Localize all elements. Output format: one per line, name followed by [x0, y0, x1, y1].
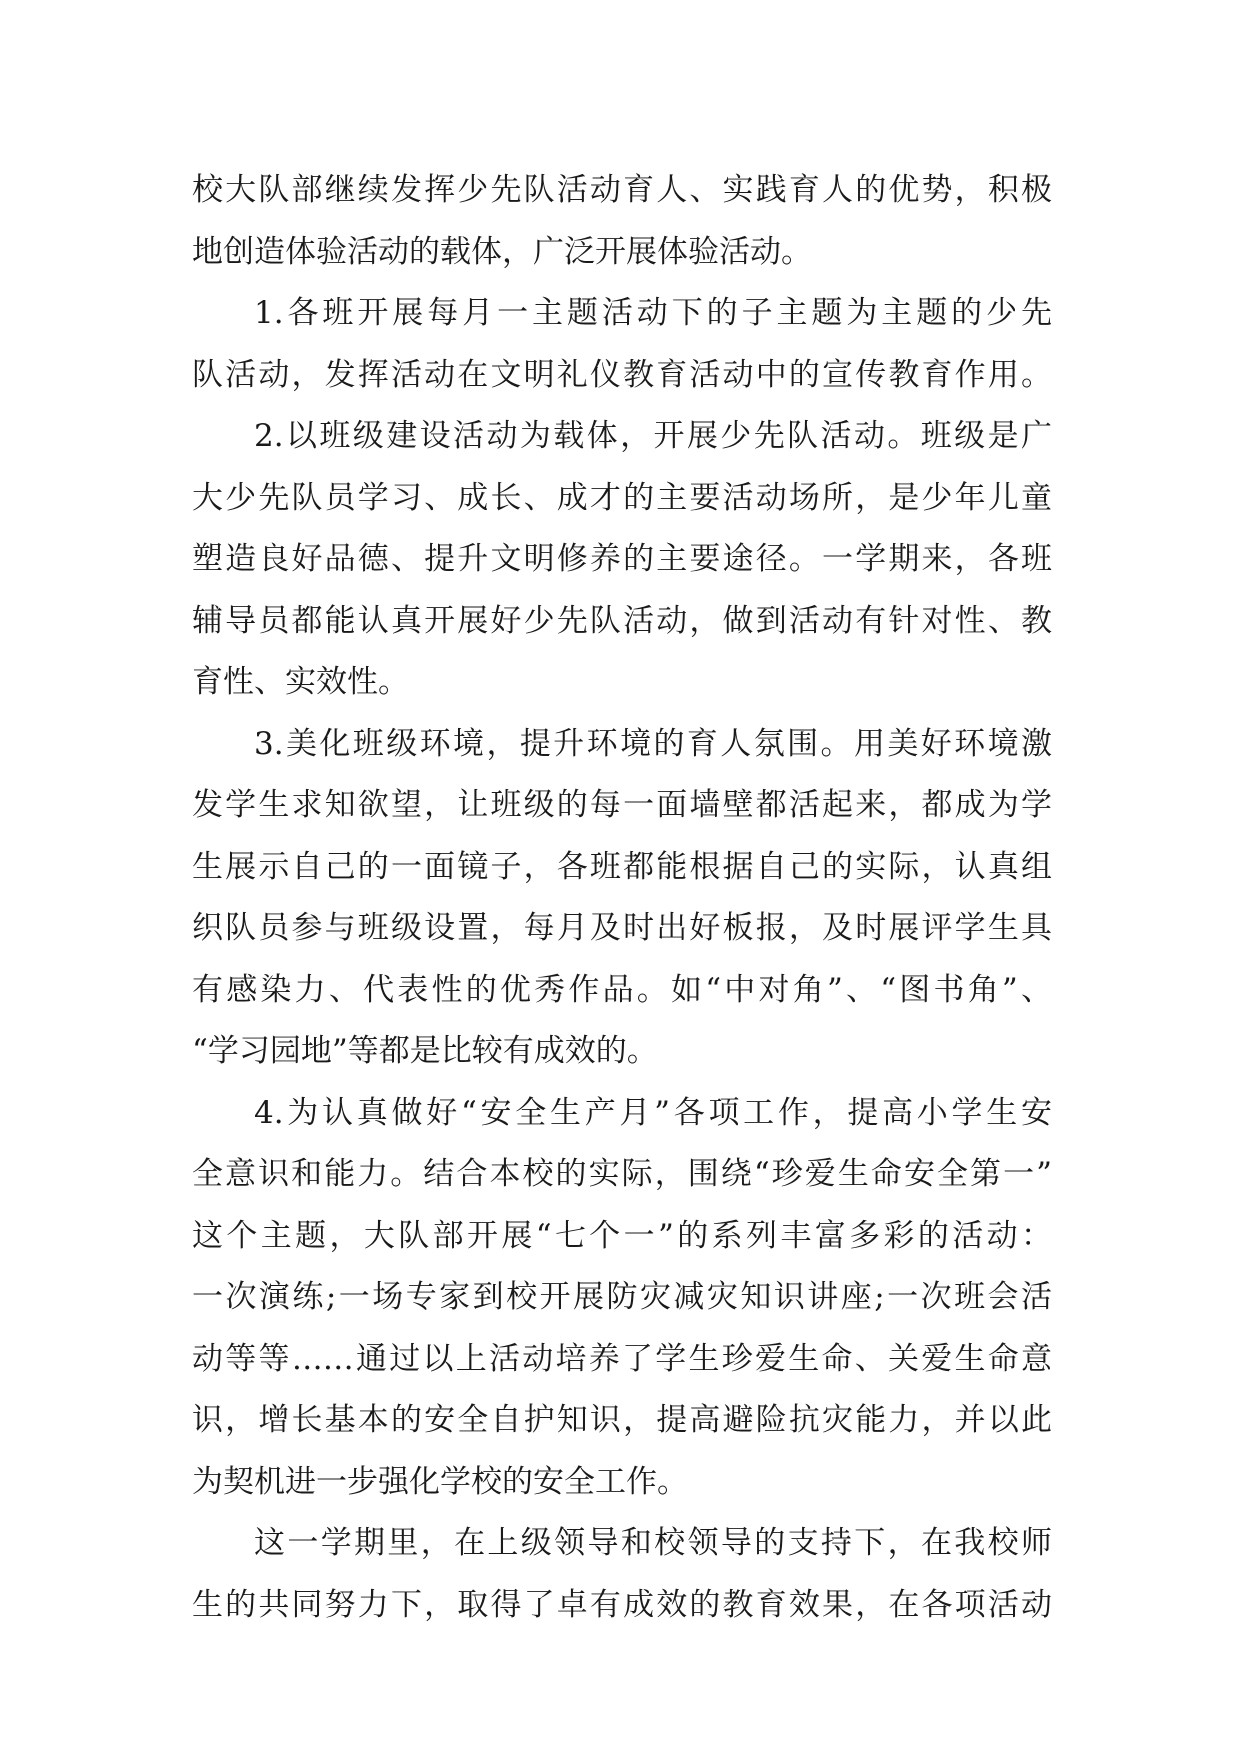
text-line: 动等等……通过以上活动培养了学生珍爱生命、关爱生命意	[192, 1340, 1052, 1377]
text-line: 识，增长基本的安全自护知识，提高避险抗灾能力，并以此	[192, 1402, 1052, 1438]
text-line: 1.各班开展每月一主题活动下的子主题为主题的少先	[254, 295, 1052, 331]
text-line: 育性、实效性。	[192, 664, 409, 700]
text-line: 这一学期里，在上级领导和校领导的支持下，在我校师	[254, 1525, 1052, 1561]
text-line: 大少先队员学习、成长、成才的主要活动场所，是少年儿童	[192, 479, 1052, 516]
text-line: 队活动，发挥活动在文明礼仪教育活动中的宣传教育作用。	[192, 356, 1052, 393]
text-line: 地创造体验活动的载体，广泛开展体验活动。	[192, 233, 812, 270]
text-line: 塑造良好品德、提升文明修养的主要途径。一学期来，各班	[192, 541, 1052, 577]
text-line: 为契机进一步强化学校的安全工作。	[192, 1463, 688, 1500]
text-line: 辅导员都能认真开展好少先队活动，做到活动有针对性、教	[192, 602, 1052, 639]
text-line: “学习园地”等都是比较有成效的。	[192, 1033, 658, 1069]
text-line: 2.以班级建设活动为载体，开展少先队活动。班级是广	[254, 418, 1052, 454]
text-line: 全意识和能力。结合本校的实际，围绕“珍爱生命安全第一”	[192, 1156, 1052, 1192]
text-line: 这个主题，大队部开展“七个一”的系列丰富多彩的活动：	[192, 1217, 1052, 1254]
text-line: 有感染力、代表性的优秀作品。如“中对角”、“图书角”、	[192, 971, 1052, 1008]
text-line: 3.美化班级环境，提升环境的育人氛围。用美好环境激	[254, 725, 1052, 762]
text-line: 织队员参与班级设置，每月及时出好板报，及时展评学生具	[192, 910, 1052, 946]
text-line: 一次演练;一场专家到校开展防灾减灾知识讲座;一次班会活	[192, 1279, 1052, 1315]
text-line: 4.为认真做好“安全生产月”各项工作，提高小学生安	[254, 1094, 1052, 1131]
text-line: 校大队部继续发挥少先队活动育人、实践育人的优势，积极	[192, 172, 1052, 208]
text-line: 生的共同努力下，取得了卓有成效的教育效果，在各项活动	[192, 1586, 1052, 1623]
text-line: 发学生求知欲望，让班级的每一面墙壁都活起来，都成为学	[192, 787, 1052, 823]
body-text	[192, 160, 1052, 1636]
text-line: 生展示自己的一面镜子，各班都能根据自己的实际，认真组	[192, 848, 1052, 885]
